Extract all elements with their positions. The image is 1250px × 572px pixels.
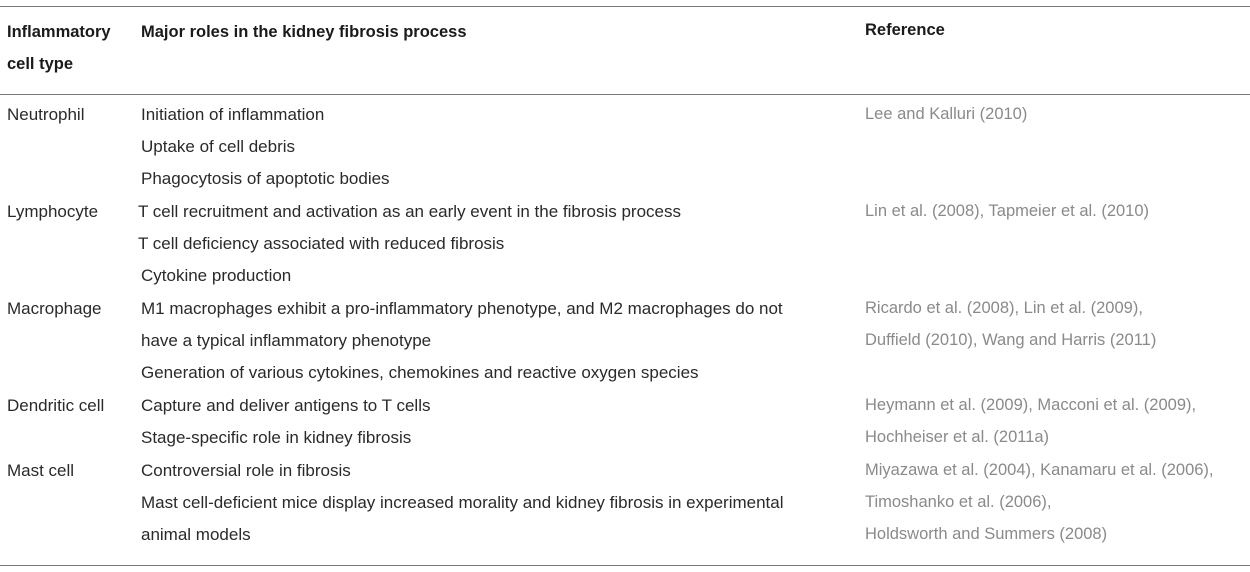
cell-type: Macrophage: [7, 299, 102, 318]
role-text: Initiation of inflammation: [141, 105, 325, 124]
role-text: T cell recruitment and activation as an early event in the fibrosis process: [138, 202, 682, 221]
cell-type: Dendritic cell: [7, 396, 105, 415]
role-text: Cytokine production: [141, 266, 292, 285]
table-top-rule: [0, 6, 1250, 7]
header-divider-rule: [0, 94, 1250, 95]
cell-type: Mast cell: [7, 461, 75, 480]
role-text: Phagocytosis of apoptotic bodies: [141, 169, 390, 188]
reference-text: Miyazawa et al. (2004), Kanamaru et al. (2006),: [865, 461, 1214, 479]
role-text: Generation of various cytokines, chemokines and reactive oxygen species: [141, 363, 699, 382]
reference-text: Ricardo et al. (2008), Lin et al. (2009),: [865, 299, 1143, 317]
reference-text: Duffield (2010), Wang and Harris (2011): [865, 331, 1157, 349]
reference-text: Timoshanko et al. (2006),: [865, 493, 1052, 511]
header-cell-type-line2: cell type: [7, 55, 74, 73]
role-text: Mast cell-deficient mice display increased morality and kidney fibrosis in experimental: [141, 493, 784, 512]
header-cell-type-line1: Inflammatory: [7, 23, 111, 41]
cell-type: Neutrophil: [7, 105, 85, 124]
reference-text: Lin et al. (2008), Tapmeier et al. (2010): [865, 202, 1150, 220]
role-text: Capture and deliver antigens to T cells: [141, 396, 431, 415]
reference-text: Lee and Kalluri (2010): [865, 105, 1028, 123]
role-text: Uptake of cell debris: [141, 137, 296, 156]
table-bottom-rule: [0, 565, 1250, 566]
cell-type: Lymphocyte: [7, 202, 99, 221]
role-text: have a typical inflammatory phenotype: [141, 331, 432, 350]
header-roles: Major roles in the kidney fibrosis process: [141, 23, 467, 41]
header-reference: Reference: [865, 21, 945, 39]
role-text: Stage-specific role in kidney fibrosis: [141, 428, 412, 447]
role-text: M1 macrophages exhibit a pro-inflammatory phenotype, and M2 macrophages do not: [141, 299, 783, 318]
reference-text: Hochheiser et al. (2011a): [865, 428, 1050, 446]
role-text: animal models: [141, 525, 251, 544]
reference-text: Heymann et al. (2009), Macconi et al. (2009),: [865, 396, 1197, 414]
role-text: T cell deficiency associated with reduced fibrosis: [138, 234, 505, 253]
reference-text: Holdsworth and Summers (2008): [865, 525, 1108, 543]
role-text: Controversial role in fibrosis: [141, 461, 351, 480]
